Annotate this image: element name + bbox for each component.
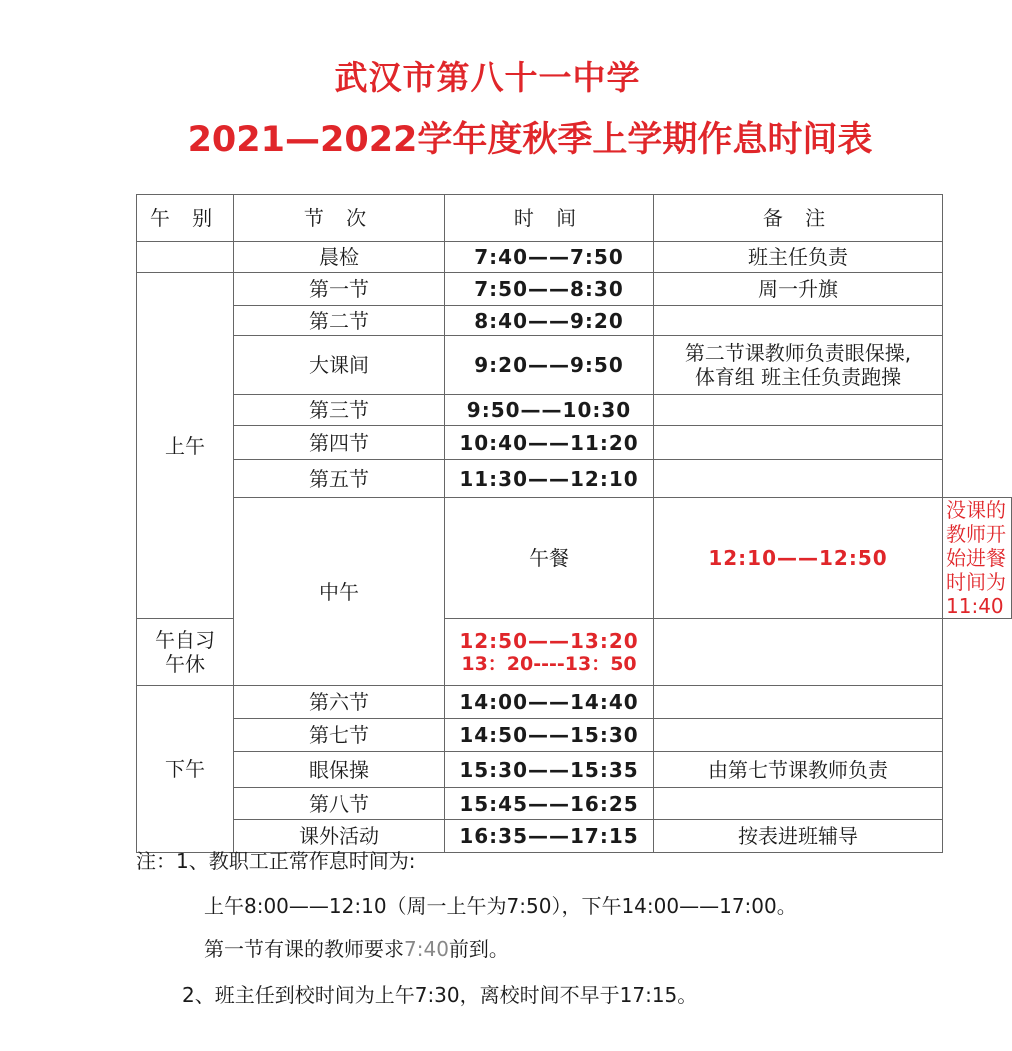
period-cell: 第七节 — [234, 719, 445, 752]
note-line-3 — [204, 933, 509, 962]
time-cell: 12:10——12:50 — [654, 498, 943, 619]
time-cell: 7:40——7:50 — [445, 242, 654, 273]
period-cell: 第三节 — [234, 395, 445, 426]
time-cell: 16:35——17:15 — [445, 820, 654, 853]
time-cell: 15:45——16:25 — [445, 788, 654, 820]
time-cell: 14:00——14:40 — [445, 686, 654, 719]
note-line-1: 注：1、教职工正常作息时间为: — [136, 849, 416, 873]
table-row — [137, 242, 1012, 273]
period-cell: 大课间 — [234, 336, 445, 395]
schedule-title: 2021—2022学年度秋季上学期作息时间表 — [187, 120, 873, 160]
note-line: 第二节课教师负责眼保操, — [684, 341, 912, 365]
period-cell: 第五节 — [234, 460, 445, 498]
header-cell: 午 别 — [137, 195, 234, 242]
note-line: 体育组 班主任负责跑操 — [694, 365, 902, 389]
period-cell: 眼保操 — [234, 752, 445, 788]
time-cell: 14:50——15:30 — [445, 719, 654, 752]
period-cell: 午自习 午休 — [137, 619, 234, 686]
note-cell — [654, 336, 943, 395]
time-cell: 10:40——11:20 — [445, 426, 654, 460]
note-cell — [654, 788, 943, 820]
group-cell: 中午 — [234, 498, 445, 686]
time-line: 13：20----13：50 — [461, 652, 637, 675]
header-cell: 节 次 — [234, 195, 445, 242]
group-cell: 下午 — [137, 686, 234, 853]
time-cell: 9:20——9:50 — [445, 336, 654, 395]
note-line-4: 2、班主任到校时间为上午7:30，离校时间不早于17:15。 — [182, 983, 698, 1007]
note-cell — [654, 460, 943, 498]
time-line: 12:50——13:20 — [459, 628, 639, 653]
note-cell — [654, 306, 943, 336]
note-cell: 周一升旗 — [654, 273, 943, 306]
table-row — [137, 788, 1012, 820]
note-cell — [654, 395, 943, 426]
period-cell: 第一节 — [234, 273, 445, 306]
period-cell: 第六节 — [234, 686, 445, 719]
note-cell — [654, 719, 943, 752]
table-row — [137, 273, 1012, 306]
note-cell: 班主任负责 — [654, 242, 943, 273]
group-cell: 上午 — [137, 273, 234, 619]
period-cell: 第二节 — [234, 306, 445, 336]
period-cell: 晨检 — [234, 242, 445, 273]
note-cell — [654, 686, 943, 719]
school-title: 武汉市第八十一中学 — [334, 58, 641, 97]
time-cell — [445, 619, 654, 686]
table-row — [137, 395, 1012, 426]
table-header — [137, 195, 1012, 242]
table-row — [137, 336, 1012, 395]
schedule-table — [136, 194, 1012, 853]
time-cell: 11:30——12:10 — [445, 460, 654, 498]
time-cell: 7:50——8:30 — [445, 273, 654, 306]
note-text: 前到。 — [448, 937, 509, 961]
group-cell — [137, 242, 234, 273]
period-cell: 第八节 — [234, 788, 445, 820]
table-row — [137, 719, 1012, 752]
time-cell: 9:50——10:30 — [445, 395, 654, 426]
table-row — [137, 498, 1012, 619]
table-row — [137, 460, 1012, 498]
note-cell: 由第七节课教师负责 — [654, 752, 943, 788]
period-cell: 课外活动 — [234, 820, 445, 853]
note-text: 第一节有课的教师要求 — [204, 937, 404, 961]
note-cell: 按表进班辅导 — [654, 820, 943, 853]
table-row — [137, 752, 1012, 788]
table-row — [137, 686, 1012, 719]
time-cell: 8:40——9:20 — [445, 306, 654, 336]
time-cell: 15:30——15:35 — [445, 752, 654, 788]
note-cell — [654, 426, 943, 460]
table-row — [137, 306, 1012, 336]
note-line-2: 上午8:00——12:10（周一上午为7:50），下午14:00——17:00。 — [204, 894, 797, 918]
note-cell: 没课的教师开始进餐时间为11:40 — [943, 498, 1012, 619]
period-cell: 午餐 — [445, 498, 654, 619]
table-row — [137, 426, 1012, 460]
period-cell: 第四节 — [234, 426, 445, 460]
header-cell: 时 间 — [445, 195, 654, 242]
note-time: 7:40 — [404, 937, 449, 961]
header-cell: 备 注 — [654, 195, 943, 242]
note-cell — [654, 619, 943, 686]
